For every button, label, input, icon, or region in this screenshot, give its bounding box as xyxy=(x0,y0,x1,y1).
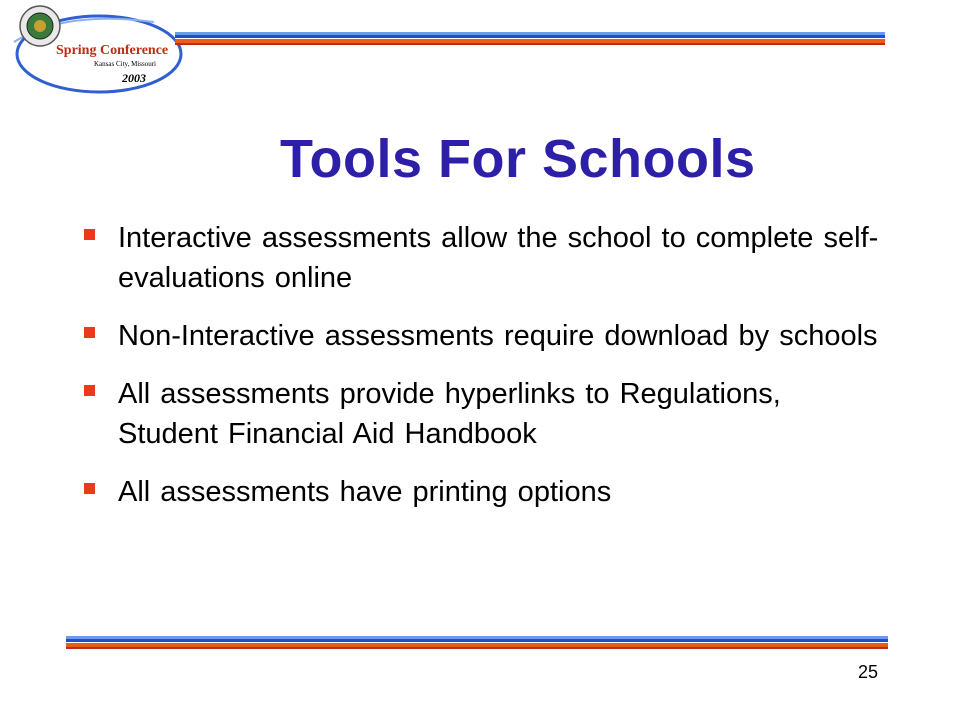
bullet-item: Non-Interactive assessments require download by schools xyxy=(84,316,884,356)
square-bullet-icon xyxy=(84,327,95,338)
bullet-list xyxy=(84,218,884,530)
bullet-item: All assessments provide hyperlinks to Regulations, Student Financial Aid Handbook xyxy=(84,374,884,454)
square-bullet-icon xyxy=(84,385,95,396)
top-divider xyxy=(175,32,885,46)
logo-name: Spring Conference xyxy=(56,43,169,58)
bullet-item: Interactive assessments allow the school to complete self-evaluations online xyxy=(84,218,884,298)
logo-year: 2003 xyxy=(122,71,146,85)
spring-conference-logo xyxy=(4,2,184,102)
square-bullet-icon xyxy=(84,229,95,240)
bullet-item: All assessments have printing options xyxy=(84,472,884,512)
square-bullet-icon xyxy=(84,483,95,494)
bottom-divider xyxy=(66,636,888,650)
page-number: 25 xyxy=(857,662,878,682)
logo-location: Kansas City, Missouri xyxy=(94,60,156,68)
slide-title: Tools For Schools xyxy=(280,129,756,190)
